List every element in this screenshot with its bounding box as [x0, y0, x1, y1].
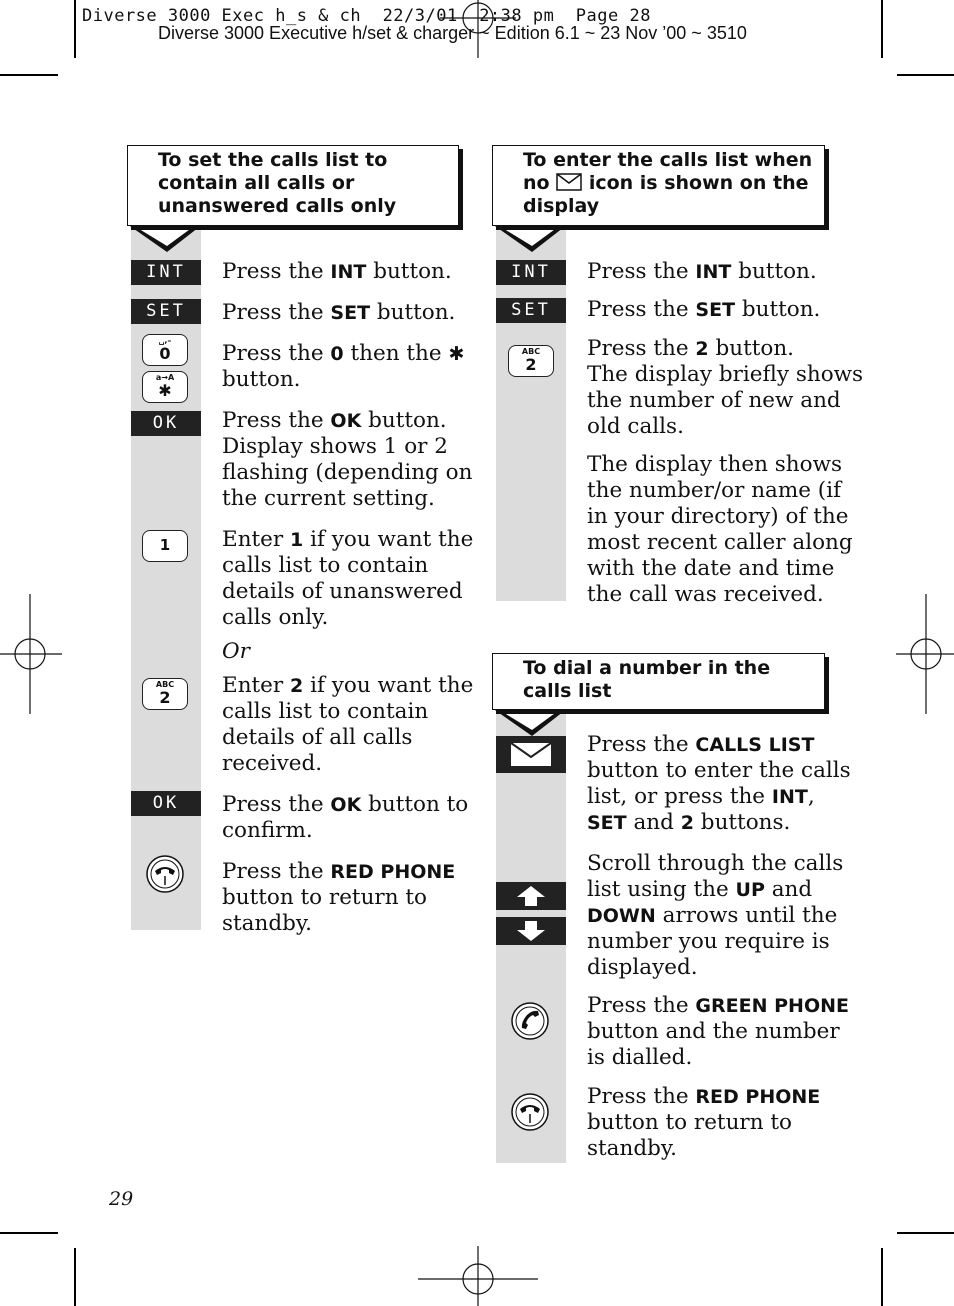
int-button-icon: INT	[131, 260, 201, 285]
left-step-red-phone: Press the RED PHONE button to return to standby.	[222, 859, 456, 936]
red-phone-icon	[145, 854, 185, 894]
left-step-ok: Press the OK button. Display shows 1 or 2 flashing (depending on the current setting.	[222, 408, 473, 511]
green-phone-icon	[510, 1001, 550, 1041]
left-title-line: To set the calls list to	[158, 149, 388, 171]
registration-mark-bottom	[418, 1246, 538, 1306]
set-button-icon: SET	[496, 298, 566, 323]
crop-mark	[0, 74, 58, 76]
right-step-press-2: Press the 2 button. The display briefly shows the number of new and old calls.	[587, 336, 864, 439]
set-button-icon: SET	[131, 299, 201, 324]
right-top-header-pointer	[492, 224, 572, 256]
left-step-zero-star: Press the 0 then the ✱ button.	[222, 341, 465, 392]
page-number: 29	[109, 1188, 134, 1210]
left-header-pointer	[127, 224, 207, 256]
right-step-green-phone: Press the GREEN PHONE button and the number is dialled.	[587, 993, 849, 1070]
int-button-icon: INT	[496, 260, 566, 285]
registration-mark-left	[0, 594, 62, 714]
registration-mark-right	[896, 594, 954, 714]
right-step-display-info: The display then shows the number/or name (if in your directory) of the most recent caller along with the date and time the call was received.	[587, 452, 853, 607]
red-phone-icon	[510, 1092, 550, 1132]
key-2-icon: ABC 2	[508, 345, 554, 377]
key-star-icon: a→A ✱	[142, 371, 188, 403]
crop-mark	[881, 0, 883, 58]
crop-mark	[897, 1232, 954, 1234]
calls-list-button-icon	[496, 736, 566, 773]
right-step-red-phone: Press the RED PHONE button to return to standby.	[587, 1084, 821, 1161]
crop-mark	[881, 1248, 883, 1306]
left-step-confirm: Press the OK button to confirm.	[222, 792, 469, 843]
ok-button-icon: OK	[131, 411, 201, 436]
right-step-scroll: Scroll through the calls list using the UP and DOWN arrows until the number you require is displayed.	[587, 851, 844, 980]
left-section-title	[127, 145, 459, 226]
left-or-label: Or	[222, 639, 250, 664]
crop-mark	[74, 1248, 76, 1306]
right-top-section-title: To enter the calls list when no icon is shown on the display	[492, 145, 825, 226]
left-step-set: Press the SET button.	[222, 300, 456, 325]
crop-mark	[897, 74, 954, 76]
key-2-icon: ABC 2	[142, 678, 188, 710]
ok-button-icon: OK	[131, 791, 201, 816]
right-step-int: Press the INT button.	[587, 259, 817, 284]
envelope-icon	[556, 173, 582, 191]
left-step-enter-2: Enter 2 if you want the calls list to contain details of all calls received.	[222, 673, 474, 776]
up-arrow-icon	[496, 882, 566, 910]
key-1-icon: 1	[142, 530, 188, 562]
left-title-line: contain all calls or	[158, 172, 355, 194]
right-step-set: Press the SET button.	[587, 297, 821, 322]
left-step-int: Press the INT button.	[222, 259, 452, 284]
crop-mark	[0, 1232, 58, 1234]
print-slug-line-2: Diverse 3000 Executive h/set & charger ~ Edition 6.1 ~ 23 Nov ’00 ~ 3510	[158, 23, 747, 43]
key-0-icon: ␣,– 0	[142, 334, 188, 366]
down-arrow-icon	[496, 917, 566, 945]
crop-mark	[74, 0, 76, 58]
registration-mark-top	[440, 0, 516, 60]
right-bottom-section-title: To dial a number in the calls list	[492, 653, 825, 710]
left-step-enter-1: Enter 1 if you want the calls list to contain details of unanswered calls only.	[222, 527, 474, 630]
right-step-calls-list: Press the CALLS LIST button to enter the calls list, or press the INT, SET and 2 buttons.	[587, 732, 851, 835]
print-slug-line-1: Diverse 3000 Exec h_s & ch 22/3/01 2:38 pm Page 28	[82, 6, 651, 26]
left-title-line: unanswered calls only	[158, 195, 397, 217]
